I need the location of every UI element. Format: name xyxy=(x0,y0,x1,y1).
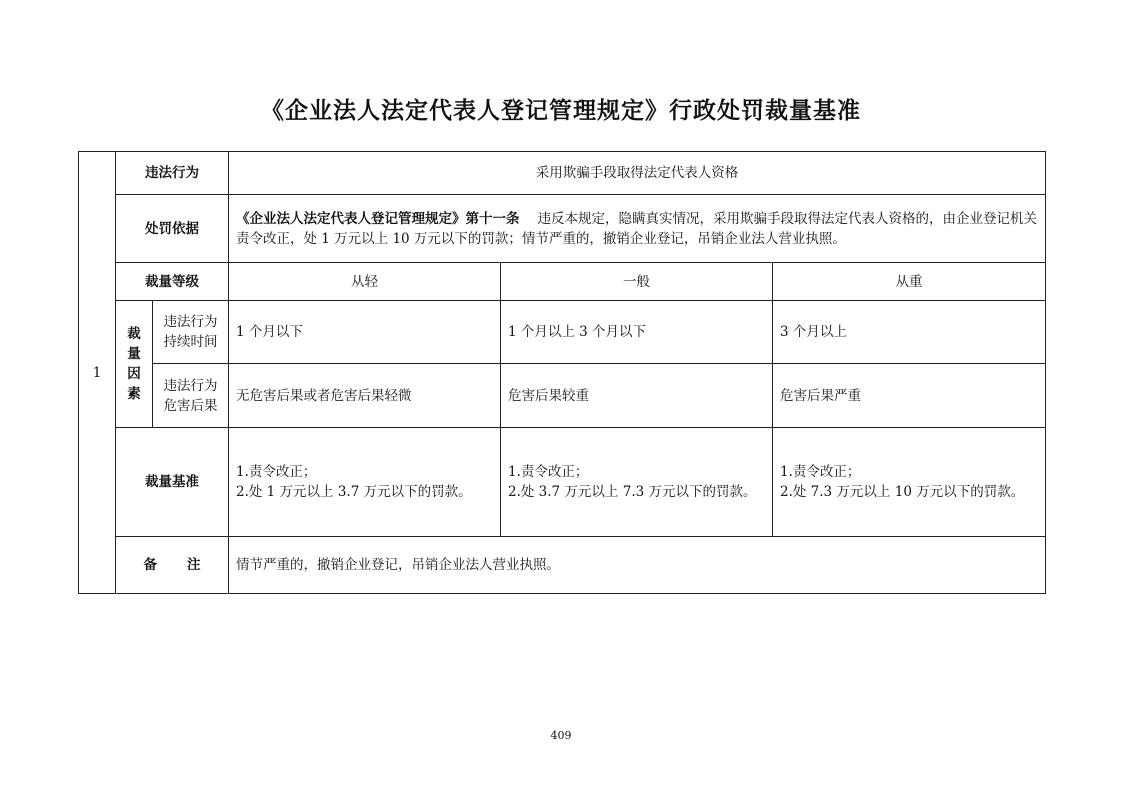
factors-char: 因 xyxy=(127,366,141,382)
factor-label-line: 持续时间 xyxy=(163,334,218,350)
remarks-value: 情节严重的，撤销企业登记，吊销企业法人营业执照。 xyxy=(229,537,1046,594)
factor-duration-row xyxy=(79,301,1046,364)
level-light: 从轻 xyxy=(229,263,501,301)
standard-line: 1.责令改正； xyxy=(780,464,861,480)
factor-label-line: 违法行为 xyxy=(163,377,218,394)
factors-char: 量 xyxy=(127,346,141,362)
level-heavy: 从重 xyxy=(773,263,1046,301)
basis-text: 违反本规定，隐瞒真实情况，采用欺骗手段取得法定代表人资格的，由企业登记机关责令改正，处 1 万元以上 10 万元以下的罚款；情节严重的，撤销企业登记，吊销企业法人营业执照。 xyxy=(236,210,1037,247)
factors-char: 素 xyxy=(127,386,141,402)
levels-row xyxy=(79,263,1046,301)
basis-label: 处罚依据 xyxy=(116,195,229,263)
standard-line: 1.责令改正； xyxy=(236,464,317,480)
harm-general: 危害后果较重 xyxy=(501,364,773,428)
harm-light: 无危害后果或者危害后果轻微 xyxy=(229,364,501,428)
standard-general xyxy=(501,428,773,537)
level-general: 一般 xyxy=(501,263,773,301)
remarks-char: 注 xyxy=(187,557,201,573)
violation-row xyxy=(79,152,1046,195)
factor-duration-label xyxy=(153,301,229,364)
factor-label-line: 危害后果 xyxy=(163,397,218,414)
row-number: 1 xyxy=(79,152,116,594)
harm-heavy: 危害后果严重 xyxy=(773,364,1046,428)
violation-label: 违法行为 xyxy=(116,152,229,195)
duration-light: 1 个月以下 xyxy=(229,301,501,364)
factor-harm-row xyxy=(79,364,1046,428)
basis-cell xyxy=(229,195,1046,263)
standard-heavy xyxy=(773,428,1046,537)
basis-row xyxy=(79,195,1046,263)
basis-article: 《企业法人法定代表人登记管理规定》第十一条 xyxy=(236,210,520,227)
standard-light xyxy=(229,428,501,537)
remarks-row xyxy=(79,537,1046,594)
standard-row xyxy=(79,428,1046,537)
duration-heavy: 3 个月以上 xyxy=(773,301,1046,364)
violation-value: 采用欺骗手段取得法定代表人资格 xyxy=(229,152,1046,195)
standard-line: 2.处 1 万元以上 3.7 万元以下的罚款。 xyxy=(236,484,472,500)
remarks-char: 备 xyxy=(143,557,157,573)
factors-label xyxy=(116,301,153,428)
factor-label-line: 违法行为 xyxy=(163,314,218,330)
duration-general: 1 个月以上 3 个月以下 xyxy=(501,301,773,364)
factor-harm-label xyxy=(153,364,229,428)
remarks-label xyxy=(116,537,229,594)
factors-char: 裁 xyxy=(127,326,141,342)
standard-line: 1.责令改正； xyxy=(508,464,589,480)
document-title: 《企业法人法定代表人登记管理规定》行政处罚裁量基准 xyxy=(261,98,861,124)
standard-line: 2.处 7.3 万元以上 10 万元以下的罚款。 xyxy=(780,484,1025,500)
levels-label: 裁量等级 xyxy=(116,263,229,301)
standard-line: 2.处 3.7 万元以上 7.3 万元以下的罚款。 xyxy=(508,484,757,500)
discretion-table xyxy=(78,151,1046,594)
standard-label: 裁量基准 xyxy=(116,428,229,537)
page-number: 409 xyxy=(550,729,572,742)
